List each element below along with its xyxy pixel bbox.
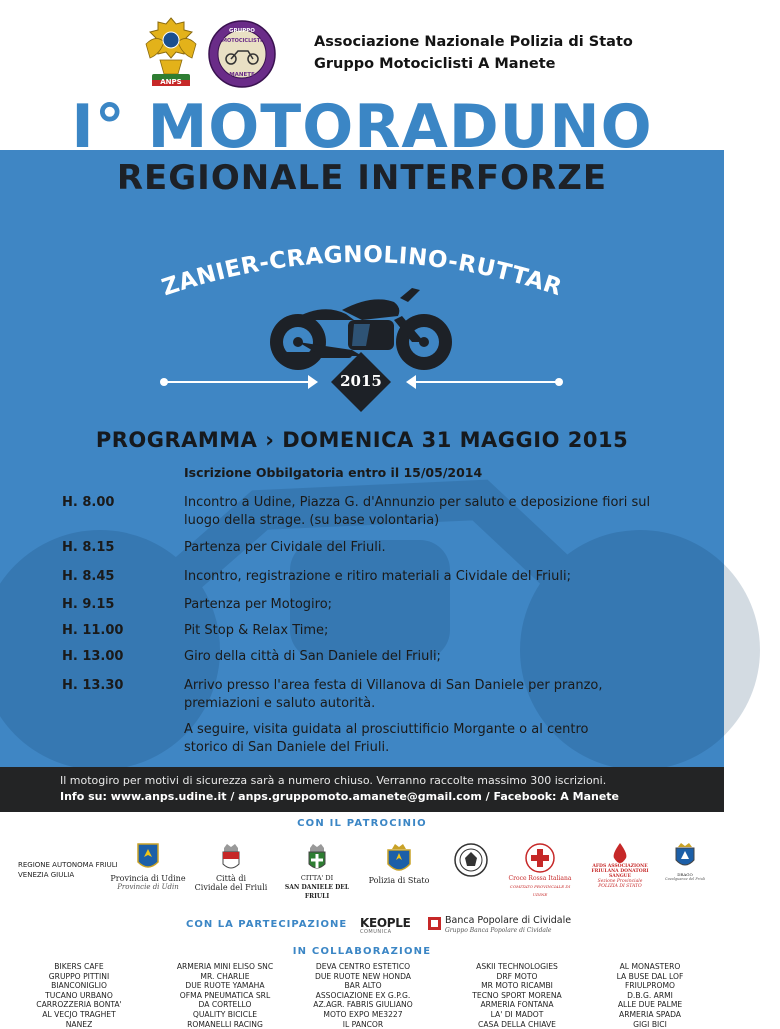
collab-column-3 [298, 962, 428, 1029]
collab-item: AL MONASTERO [619, 962, 681, 971]
banca-name: Banca Popolare di Cividale [445, 915, 572, 926]
collab-item: GIGI BICI [633, 1019, 667, 1029]
schedule-text: Incontro, registrazione e ritiro materiali a Cividale del Friuli; [184, 569, 571, 584]
sponsor-san-daniele: CITTA' DI SAN DANIELE DEL FRIULI [279, 842, 355, 901]
iscrizione-note: Iscrizione Obbilgatoria entro il 15/05/2014 [184, 465, 483, 480]
collab-column-2 [160, 962, 290, 1029]
dedication-text: ZANIER-CRAGNOLINO-RUTTAR [158, 241, 566, 302]
schedule-text: Arrivo presso l'area festa di Villanova di San Daniele per pranzo, premiazioni e saluto autorità. [184, 678, 603, 711]
collab-item: LA BUSE DAL LOF [616, 971, 684, 981]
collab-item: AL VECJO TRAGHET [42, 1009, 116, 1019]
collab-item: ROMANELLI RACING [187, 1019, 263, 1029]
keople-logo [360, 916, 411, 935]
collab-item: ASSOCIAZIONE EX G.P.G. [315, 990, 411, 1000]
red-cross-icon [524, 842, 556, 874]
keople-name: KEOPLE [360, 916, 411, 930]
sponsor-provincia-udine: Provincia di Udine Provincie di Udin [110, 842, 186, 891]
regione-label: REGIONE AUTONOMA FRIULI VENEZIA GIULIA [18, 861, 118, 879]
sponsor-polizia: Polizia di Stato [364, 842, 434, 885]
patrocinio-heading: CON IL PATROCINIO [297, 818, 427, 829]
divider-dot-left [160, 378, 168, 386]
polizia-crest-icon [385, 842, 413, 876]
anps-logo [140, 14, 202, 92]
svg-text:GRUPPO: GRUPPO [229, 28, 255, 34]
main-title: I° MOTORADUNO [71, 92, 653, 162]
year-label: 2015 [340, 372, 382, 390]
svg-text:MANETE: MANETE [229, 72, 255, 78]
collab-item: CARROZZERIA BONTA' [36, 1000, 122, 1010]
schedule-time: H. 8.45 [62, 569, 115, 584]
collab-item: ARMERIA SPADA [619, 1009, 681, 1019]
collab-item: ARMERIA FONTANA [480, 1000, 554, 1010]
info-line1: Il motogiro per motivi di sicurezza sarà a numero chiuso. Verranno raccolte massimo 300 iscrizioni. [60, 774, 607, 787]
schedule-text: Partenza per Motogiro; [184, 597, 333, 612]
collab-item: OFMA PNEUMATICA SRL [179, 990, 271, 1000]
schedule-text: Partenza per Cividale del Friuli. [184, 540, 386, 555]
divider-dot-right [555, 378, 563, 386]
collab-item: ASKII TECHNOLOGIES [476, 962, 558, 971]
collab-item: LA' DI MADOT [490, 1009, 544, 1019]
schedule-time: H. 9.15 [62, 597, 115, 612]
banca-sub: Gruppo Banca Popolare di Cividale [445, 927, 552, 934]
sponsor-cividale: Città di Cividale del Friuli [193, 842, 269, 892]
collaborazione-heading: IN COLLABORAZIONE [292, 946, 432, 957]
collab-item: D.B.G. ARMI [627, 990, 673, 1000]
schedule-time: H. 11.00 [62, 623, 124, 638]
sponsor-drago: DRAGO Cavalguance del Friuli [662, 842, 708, 881]
collab-item: MOTO EXPO ME3227 [323, 1009, 403, 1019]
sponsor-croce-rossa: Croce Rossa Italiana COMITATO PROVINCIALE DI UDINE [506, 842, 574, 899]
blue-band [0, 150, 724, 767]
collab-item: DUE RUOTE YAMAHA [185, 981, 265, 991]
keople-sub: COMUNICA [360, 929, 392, 935]
collab-item: MR MOTO RICAMBI [481, 981, 553, 991]
schedule-time: H. 8.15 [62, 540, 115, 555]
svg-text:ANPS: ANPS [160, 78, 182, 86]
schedule-text: A seguire, visita guidata al prosciuttificio Morgante o al centro storico di San Daniele del Friuli. [184, 722, 589, 755]
collab-column-4 [452, 962, 582, 1029]
programma-heading: PROGRAMMA › DOMENICA 31 MAGGIO 2015 [95, 428, 629, 452]
sponsor-afds: AFDS ASSOCIAZIONE FRIULANA DONATORI SANGUE Sezione Provinciale POLIZIA DI STATO [588, 842, 652, 889]
collab-item: MR. CHARLIE [200, 971, 250, 981]
banca-mark-icon [428, 917, 441, 930]
sponsor-questura-seal [446, 842, 496, 878]
questura-seal-icon [453, 842, 489, 878]
divider-left [166, 381, 316, 383]
org-name-line2: Gruppo Motociclisti A Manete [314, 56, 556, 72]
collab-item: DRF MOTO [496, 971, 538, 981]
drago-crest-icon [673, 842, 697, 872]
schedule-time: H. 13.00 [62, 649, 124, 664]
collab-item: GRUPPO PITTINI [48, 971, 110, 981]
divider-right [408, 381, 558, 383]
divider-arrow-left [308, 375, 318, 389]
schedule-time: H. 8.00 [62, 495, 115, 510]
info-line2: Info su: www.anps.udine.it / anps.gruppomoto.amanete@gmail.com / Facebook: A Manete [60, 790, 620, 803]
collab-item: FRIULPROMO [624, 981, 676, 991]
divider-arrow-right [406, 375, 416, 389]
info-band [0, 767, 724, 812]
subtitle: REGIONALE INTERFORZE [116, 158, 608, 198]
collab-item: DA CORTELLO [198, 1000, 252, 1010]
collab-item: CASA DELLA CHIAVE [478, 1019, 556, 1029]
schedule-text: Giro della città di San Daniele del Friuli; [184, 649, 441, 664]
schedule-text: Incontro a Udine, Piazza G. d'Annunzio per saluto e deposizione fiori sul luogo della strage. (su base volontaria) [184, 495, 651, 528]
collab-item: NANEZ [65, 1019, 93, 1029]
schedule-text: Pit Stop & Relax Time; [184, 623, 329, 638]
collab-item: DUE RUOTE NEW HONDA [315, 971, 411, 981]
collab-item: TUCANO URBANO [45, 990, 113, 1000]
blood-drop-icon [611, 842, 629, 864]
collab-item: QUALITY BICICLE [192, 1009, 258, 1019]
collab-column-5 [588, 962, 712, 1029]
provincia-udine-crest-icon [136, 842, 160, 874]
san-daniele-crest-icon [305, 842, 329, 874]
collab-item: DEVA CENTRO ESTETICO [315, 962, 411, 971]
collab-item: BIKERS CAFE [54, 962, 104, 971]
collab-item: AZ.AGR. FABRIS GIULIANO [313, 1000, 413, 1010]
collab-item: BAR ALTO [344, 981, 382, 991]
partecipazione-heading: CON LA PARTECIPAZIONE [186, 919, 348, 930]
org-name-line1: Associazione Nazionale Polizia di Stato [314, 34, 633, 50]
collab-item: BIANCONIGLIO [51, 981, 107, 991]
cividale-crest-icon [219, 842, 243, 874]
header [0, 0, 724, 100]
collab-item: IL PANCOR [342, 1019, 384, 1029]
gruppo-motociclisti-logo [208, 20, 276, 88]
collab-item: TECNO SPORT MORENA [472, 990, 562, 1000]
collab-item: ALLE DUE PALME [617, 1000, 683, 1010]
svg-text:MOTOCICLISTI: MOTOCICLISTI [221, 38, 263, 44]
collab-column-1 [14, 962, 144, 1029]
collab-item: ARMERIA MINI ELISO SNC [176, 962, 274, 971]
schedule-time: H. 13.30 [62, 678, 124, 693]
